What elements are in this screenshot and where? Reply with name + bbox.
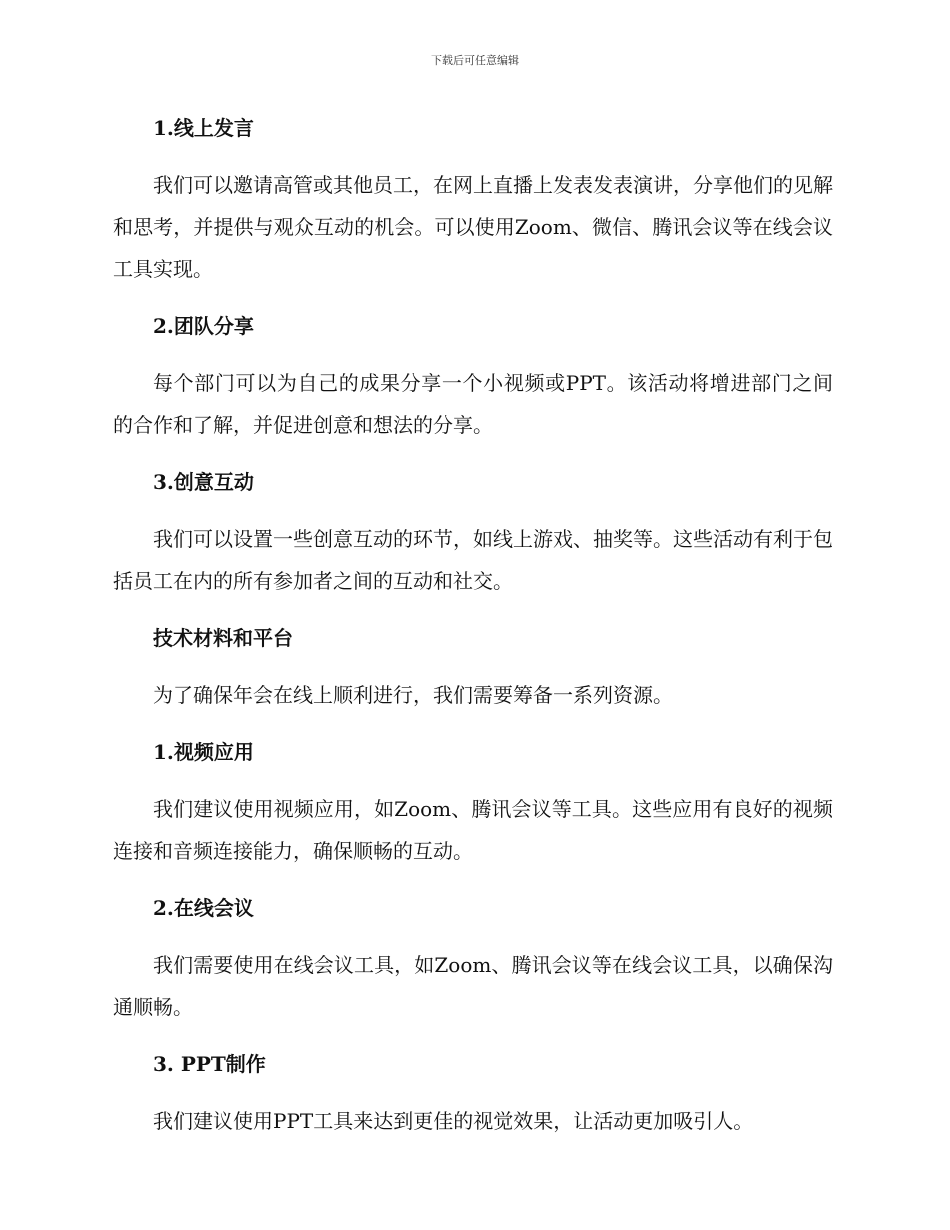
section-heading-ppt: 3. PPT制作: [153, 1052, 266, 1076]
section-heading-online-speech: 1.线上发言: [153, 116, 254, 140]
section-heading-online-meeting: 2.在线会议: [153, 896, 254, 920]
paragraph-online-meeting: 我们需要使用在线会议工具，如Zoom、腾讯会议等在线会议工具，以确保沟通顺畅。: [113, 953, 833, 1019]
page-header: 下载后可任意编辑: [431, 54, 519, 67]
section-heading-video-app: 1.视频应用: [153, 740, 254, 764]
section-heading-team-share: 2.团队分享: [153, 314, 254, 338]
paragraph-video-app: 我们建议使用视频应用，如Zoom、腾讯会议等工具。这些应用有良好的视频连接和音频连接能力，确保顺畅的互动。: [113, 797, 833, 863]
section-heading-tech-platform: 技术材料和平台: [153, 626, 293, 650]
paragraph-ppt: 我们建议使用PPT工具来达到更佳的视觉效果，让活动更加吸引人。: [153, 1109, 754, 1133]
paragraph-creative-interaction: 我们可以设置一些创意互动的环节，如线上游戏、抽奖等。这些活动有利于包括员工在内的所有参加者之间的互动和社交。: [113, 527, 833, 593]
document-body: [113, 112, 833, 1162]
paragraph-online-speech: 我们可以邀请高管或其他员工，在网上直播上发表发表演讲，分享他们的见解和思考，并提供与观众互动的机会。可以使用Zoom、微信、腾讯会议等在线会议工具实现。: [113, 173, 833, 281]
paragraph-tech-platform: 为了确保年会在线上顺利进行，我们需要筹备一系列资源。: [153, 683, 673, 707]
section-heading-creative-interaction: 3.创意互动: [153, 470, 254, 494]
paragraph-team-share: 每个部门可以为自己的成果分享一个小视频或PPT。该活动将增进部门之间的合作和了解，并促进创意和想法的分享。: [113, 371, 833, 437]
